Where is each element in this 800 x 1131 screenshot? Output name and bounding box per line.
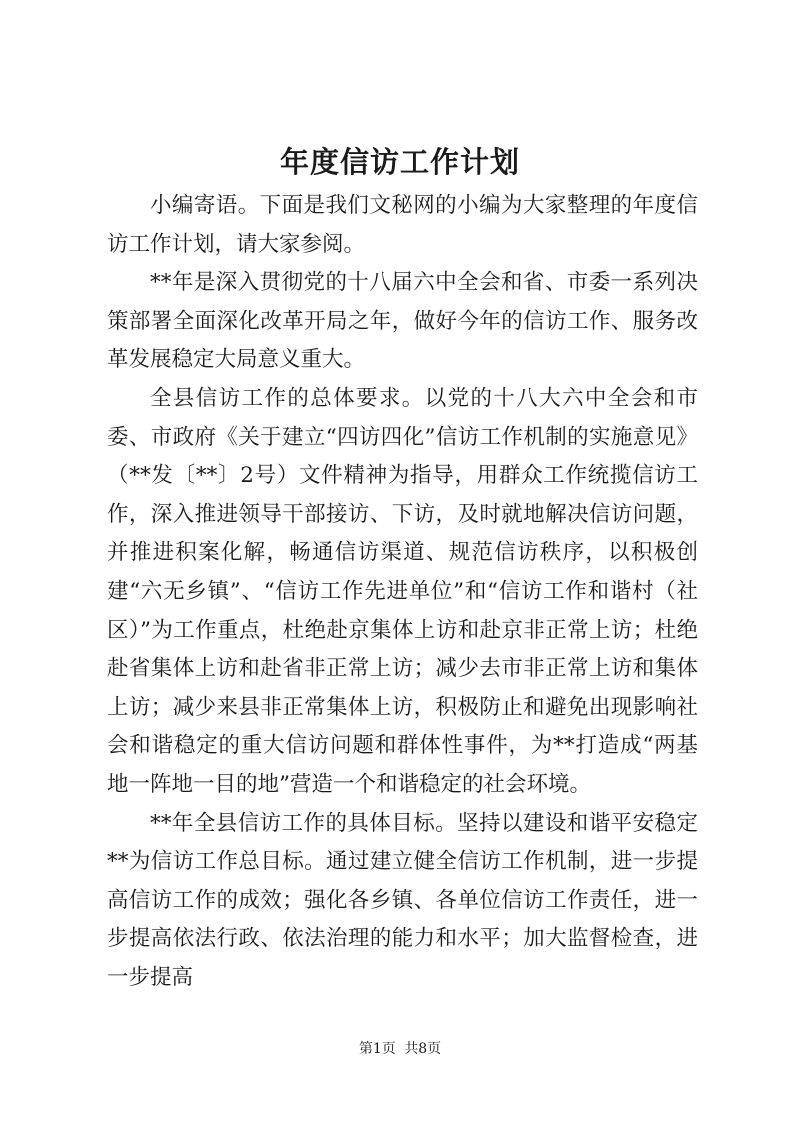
page-total: 共8页 <box>404 1041 442 1057</box>
page-footer <box>0 1039 800 1059</box>
paragraph-specific-goals: **年全县信访工作的具体目标。坚持以建设和谐平安稳定**为信访工作总目标。通过建立健全信访工作机制，进一步提高信访工作的成效；强化各乡镇、各单位信访工作责任，进一步提高依法行政、依法治理的能力和水平；加大监督检查，进一步提高 <box>107 810 698 990</box>
document-body <box>107 187 698 997</box>
paragraph-background: **年是深入贯彻党的十八届六中全会和省、市委一系列决策部署全面深化改革开局之年，做好今年的信访工作、服务改革发展稳定大局意义重大。 <box>107 270 698 373</box>
paragraph-overall-requirements: 全县信访工作的总体要求。以党的十八大六中全会和市委、市政府《关于建立“四访四化”信访工作机制的实施意见》（**发〔**〕2号）文件精神为指导，用群众工作统揽信访工作，深入推进领导干部接访、下访，及时就地解决信访问题，并推进积案化解，畅通信访渠道、规范信访秩序，以积极创建“六无乡镇”、“信访工作先进单位”和“信访工作和谐村（社区）”为工作重点，杜绝赴京集体上访和赴京非正常上访；杜绝赴省集体上访和赴省非正常上访；减少去市非正常上访和集体上访；减少来县非正常集体上访，积极防止和避免出现影响社会和谐稳定的重大信访问题和群体性事件，为**打造成“两基地一阵地一目的地”营造一个和谐稳定的社会环境。 <box>107 385 698 797</box>
paragraph-intro: 小编寄语。下面是我们文秘网的小编为大家整理的年度信访工作计划，请大家参阅。 <box>107 193 698 257</box>
document-title: 年度信访工作计划 <box>279 145 520 179</box>
page-number: 第1页 <box>358 1041 396 1057</box>
